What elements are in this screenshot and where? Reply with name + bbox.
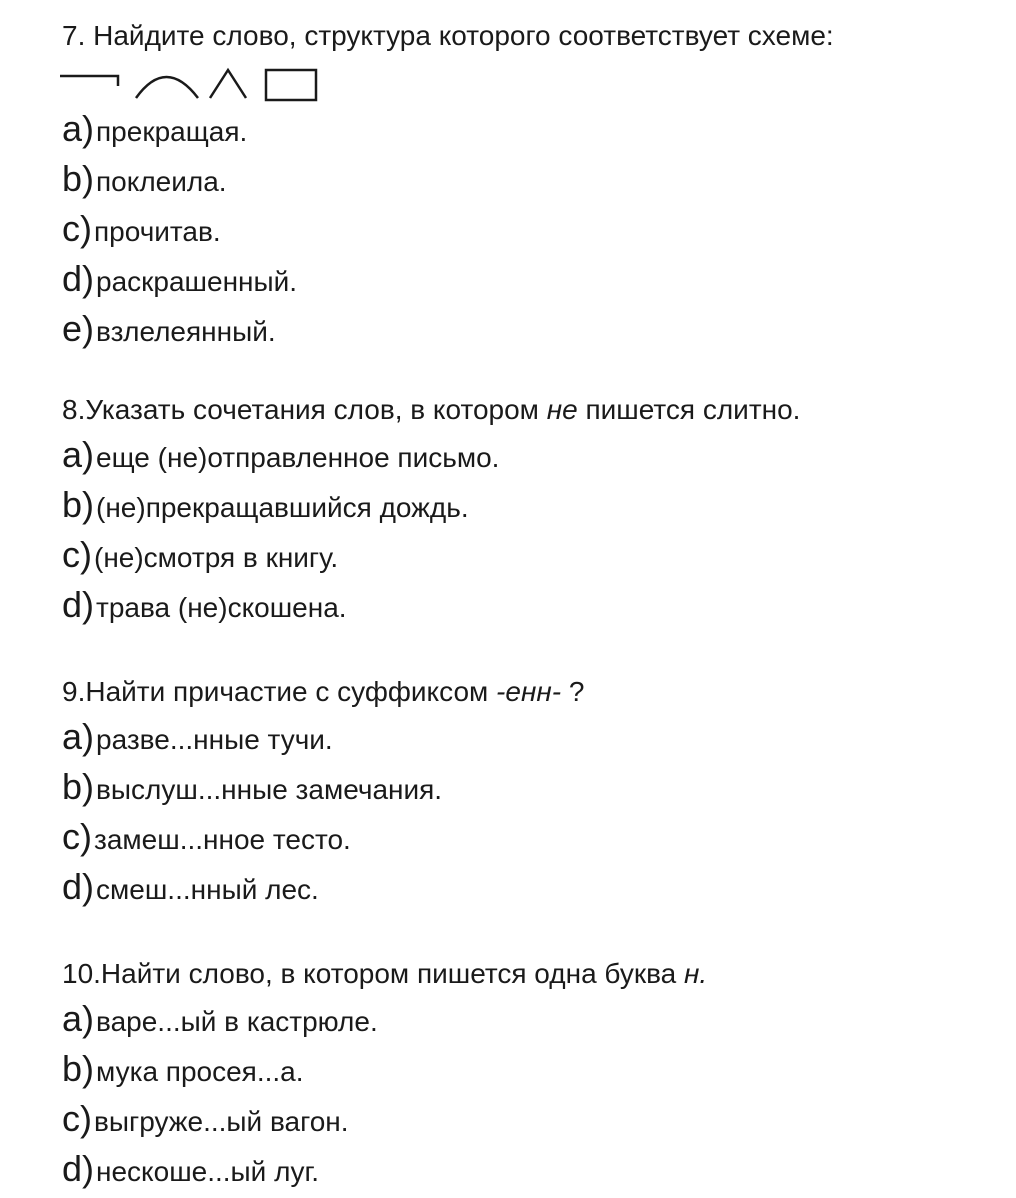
option-text: прочитав. — [94, 216, 221, 247]
title-italic: не — [546, 394, 578, 425]
question-10-title — [62, 954, 1002, 994]
option-10a[interactable] — [62, 994, 1002, 1044]
title-text: ? — [561, 676, 585, 707]
option-text: раскрашенный. — [96, 266, 298, 297]
title-text: пишется слитно. — [577, 394, 801, 425]
option-letter: a) — [62, 108, 95, 149]
option-text: нескоше...ый луг. — [96, 1156, 320, 1187]
option-9d[interactable] — [62, 862, 1002, 912]
title-italic: -енн- — [496, 676, 562, 707]
option-text: варе...ый в кастрюле. — [96, 1006, 378, 1037]
option-9b[interactable] — [62, 762, 1002, 812]
suffix-caret-icon — [210, 70, 246, 98]
option-letter: c) — [62, 1098, 92, 1139]
option-letter: d) — [62, 1148, 95, 1189]
option-text: (не)прекращавшийся дождь. — [96, 492, 469, 523]
option-text: (не)смотря в книгу. — [94, 542, 339, 573]
option-letter: b) — [62, 158, 95, 199]
option-8b[interactable] — [62, 480, 1002, 530]
option-7d[interactable] — [62, 254, 1002, 304]
question-7 — [62, 16, 1002, 56]
option-letter: d) — [62, 584, 95, 625]
option-letter: a) — [62, 434, 95, 475]
option-8a[interactable] — [62, 430, 1002, 480]
title-text: 10.Найти слово, в котором пишется одна буква — [62, 958, 685, 989]
option-text: еще (не)отправленное письмо. — [96, 442, 500, 473]
morpheme-scheme — [58, 60, 328, 106]
option-letter: c) — [62, 816, 92, 857]
prefix-mark-icon — [60, 76, 118, 86]
question-8 — [62, 390, 1002, 630]
option-letter: c) — [62, 534, 92, 575]
option-10b[interactable] — [62, 1044, 1002, 1094]
title-text: 9.Найти причастие с суффиксом — [62, 676, 497, 707]
title-italic: н. — [684, 958, 708, 989]
option-letter: b) — [62, 484, 95, 525]
title-text: 8.Указать сочетания слов, в котором — [62, 394, 547, 425]
option-letter: b) — [62, 1048, 95, 1089]
question-9-title — [62, 672, 1002, 712]
option-text: мука просея...а. — [96, 1056, 304, 1087]
option-7c[interactable] — [62, 204, 1002, 254]
option-letter: b) — [62, 766, 95, 807]
option-text: прекращая. — [96, 116, 248, 147]
option-letter: a) — [62, 998, 95, 1039]
option-8c[interactable] — [62, 530, 1002, 580]
option-10d[interactable] — [62, 1144, 1002, 1194]
option-text: взлелеянный. — [96, 316, 276, 347]
root-arc-icon — [136, 77, 198, 98]
option-9a[interactable] — [62, 712, 1002, 762]
question-8-title — [62, 390, 1002, 430]
option-letter: c) — [62, 208, 92, 249]
option-text: смеш...нный лес. — [96, 874, 319, 905]
option-letter: e) — [62, 308, 95, 349]
option-text: замеш...нное тесто. — [94, 824, 351, 855]
option-9c[interactable] — [62, 812, 1002, 862]
option-letter: a) — [62, 716, 95, 757]
option-letter: d) — [62, 258, 95, 299]
option-letter: d) — [62, 866, 95, 907]
question-7-options — [62, 104, 1002, 354]
option-8d[interactable] — [62, 580, 1002, 630]
option-text: трава (не)скошена. — [96, 592, 347, 623]
option-text: поклеила. — [96, 166, 227, 197]
option-text: разве...нные тучи. — [96, 724, 333, 755]
option-7a[interactable] — [62, 104, 1002, 154]
option-7e[interactable] — [62, 304, 1002, 354]
question-9 — [62, 672, 1002, 912]
option-text: выгруже...ый вагон. — [94, 1106, 349, 1137]
question-7-title: 7. Найдите слово, структура которого соответствует схеме: — [62, 20, 834, 51]
question-10 — [62, 954, 1002, 1194]
ending-box-icon — [266, 70, 316, 100]
option-7b[interactable] — [62, 154, 1002, 204]
option-text: выслуш...нные замечания. — [96, 774, 443, 805]
option-10c[interactable] — [62, 1094, 1002, 1144]
